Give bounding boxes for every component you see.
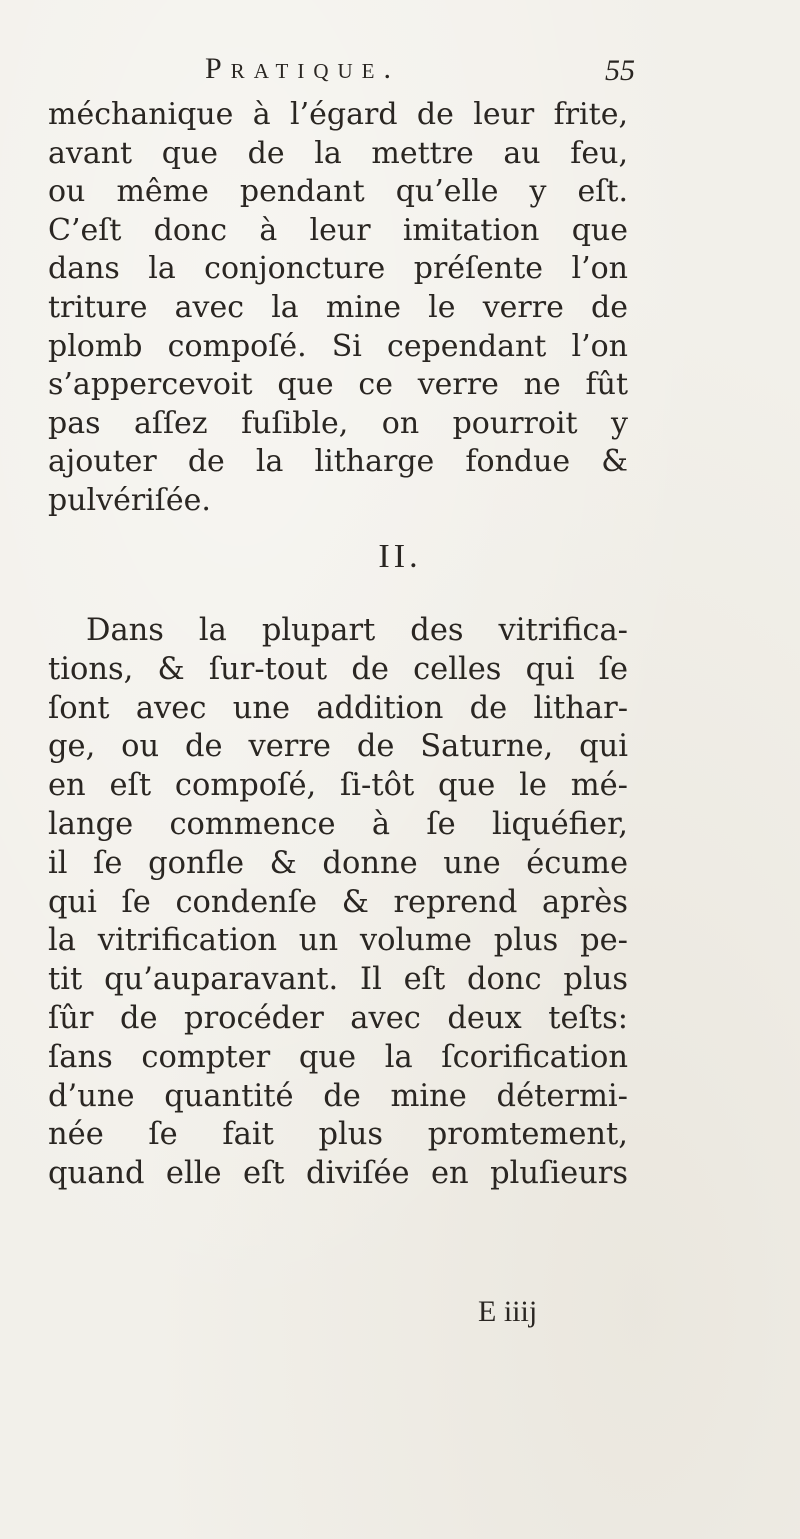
text-line: pulvériſée. <box>48 482 211 518</box>
text-line: triture avec la mine le verre de <box>48 289 628 325</box>
section-number: II. <box>378 538 422 575</box>
text-line: C’eſt donc à leur imitation que <box>48 212 628 248</box>
text-line: méchanique à l’égard de leur frite, <box>48 97 628 132</box>
text-line: ſans compter que la ſcorification <box>48 1039 628 1075</box>
text-line: lange commence à ſe liquéfier, <box>48 806 628 842</box>
paragraph-2 <box>48 612 628 1194</box>
text-line: ge, ou de verre de Saturne, qui <box>48 729 628 765</box>
text-line: plomb compoſé. Si cependant l’on <box>48 328 628 364</box>
page-number: 55 <box>605 54 635 87</box>
paragraph-1 <box>48 96 628 521</box>
text-line: s’appercevoit que ce verre ne fût <box>48 367 628 403</box>
page-header <box>205 52 635 96</box>
text-line: quand elle eſt diviſée en pluſieurs <box>48 1156 628 1192</box>
text-line: ſûr de procéder avec deux teſts: <box>48 1000 628 1036</box>
text-line: la vitrification un volume plus pe- <box>48 923 628 959</box>
text-line: ſont avec une addition de lithar- <box>48 690 628 726</box>
text-line: ajouter de la litharge fondue & <box>48 444 628 480</box>
text-line: il ſe gonfle & donne une écume <box>48 845 628 881</box>
text-line: avant que de la mettre au feu, <box>48 135 628 171</box>
text-line: tit qu’auparavant. Il eſt donc plus <box>48 962 628 998</box>
text-line: tions, & ſur-tout de celles qui ſe <box>48 651 628 687</box>
text-line: dans la conjoncture préſente l’on <box>48 251 628 287</box>
text-line: en eſt compoſé, ſi-tôt que le mé- <box>48 768 628 804</box>
signature-mark: E iiij <box>478 1295 538 1328</box>
text-line: née ſe fait plus promtement, <box>48 1117 628 1153</box>
running-head: Pratique. <box>205 52 401 85</box>
text-line: d’une quantité de mine détermi- <box>48 1078 628 1114</box>
text-line: ou même pendant qu’elle y eſt. <box>48 174 628 210</box>
text-line: qui ſe condenſe & reprend après <box>48 884 628 920</box>
text-line: Dans la plupart des vitrifica- <box>86 613 628 648</box>
text-line: pas aſſez fuſible, on pourroit y <box>48 405 628 441</box>
